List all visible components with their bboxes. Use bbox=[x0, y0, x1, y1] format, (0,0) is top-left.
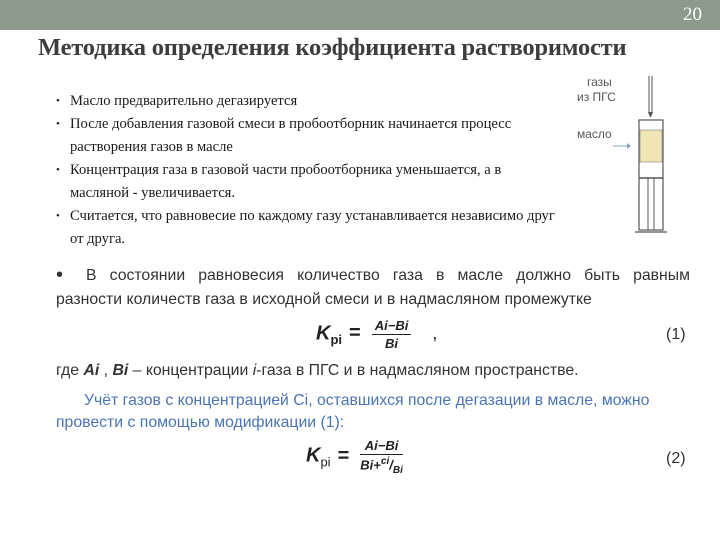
fraction-numerator: Ai−Bi bbox=[360, 438, 403, 455]
definition-text: -газа в ПГС и в надмасляном пространстве. bbox=[256, 362, 579, 379]
formula-comma: , bbox=[432, 323, 438, 344]
paragraph-bullet: • bbox=[56, 264, 64, 286]
gases-source-label: из ПГС bbox=[577, 90, 616, 104]
formula-lhs: K bbox=[306, 444, 321, 467]
var-b: Bi bbox=[112, 362, 129, 379]
fraction-denominator: $Bi+^{ci}/_{Bi}$ bbox=[360, 456, 403, 476]
slide-number: 20 bbox=[683, 4, 702, 25]
fraction-numerator: Ai−Bi bbox=[372, 318, 412, 335]
bullet-item: • После добавления газовой смеси в пробоотборник начинается процесс растворения газов в масле bbox=[56, 113, 556, 159]
paragraph-line: разности количеств газа в исходной смеси и в надмасляном промежутке bbox=[56, 291, 592, 308]
oil-arrow-head bbox=[627, 143, 631, 149]
bullet-item: • Масло предварительно дегазируется bbox=[56, 90, 556, 113]
definition-text: где bbox=[56, 362, 84, 379]
formula-lhs-sub: pi bbox=[330, 331, 343, 347]
equation-number: (1) bbox=[666, 326, 686, 343]
oil-label: масло bbox=[577, 127, 612, 141]
formula-lhs: K bbox=[316, 322, 331, 345]
denominator-term: Bi+ bbox=[360, 457, 381, 473]
var-a: Ai bbox=[83, 362, 100, 379]
equilibrium-paragraph bbox=[56, 264, 690, 312]
formula-fraction bbox=[372, 318, 412, 351]
fraction-denominator: Bi bbox=[385, 336, 399, 351]
sampler-diagram bbox=[575, 74, 705, 244]
formula-1: $K_{pi}$ = $\frac{Ai-Bi}{Bi}$ , bbox=[316, 318, 438, 351]
denominator-c: ci bbox=[380, 456, 390, 467]
definition-text: , bbox=[99, 362, 113, 379]
top-bar bbox=[0, 0, 720, 30]
bullet-item: • Считается, что равновесие по каждому газу устанавливается независимо друг от друга. bbox=[56, 205, 556, 251]
bullet-item: • Концентрация газа в газовой части пробоотборника уменьшается, а в масляной - увеличивается. bbox=[56, 159, 556, 205]
paragraph-line: В состоянии равновесия количество газа в масле должно быть равным bbox=[86, 267, 690, 284]
modification-text: Учёт газов с концентрацией Ci, оставшихся после дегазации в масле, можно провести с помощью модификации (1): bbox=[56, 392, 650, 431]
bullet-list bbox=[56, 90, 556, 251]
formula-2: $K_{pi}$ = $\frac{Ai-Bi}{Bi+^{ci}/_{Bi}}$ bbox=[306, 438, 403, 476]
var-i: i bbox=[252, 362, 257, 379]
gases-label: газы bbox=[587, 75, 612, 89]
definition-line bbox=[56, 362, 579, 380]
denominator-b: Bi bbox=[392, 464, 403, 476]
needle-tip bbox=[648, 112, 653, 118]
formula-fraction bbox=[360, 438, 403, 476]
equation-number: (2) bbox=[666, 450, 686, 467]
formula-lhs-sub: pi bbox=[320, 454, 331, 470]
slide-title: Методика определения коэффициента растворимости bbox=[38, 34, 627, 61]
oil-layer bbox=[640, 130, 662, 162]
definition-text: – концентрации bbox=[128, 362, 253, 379]
